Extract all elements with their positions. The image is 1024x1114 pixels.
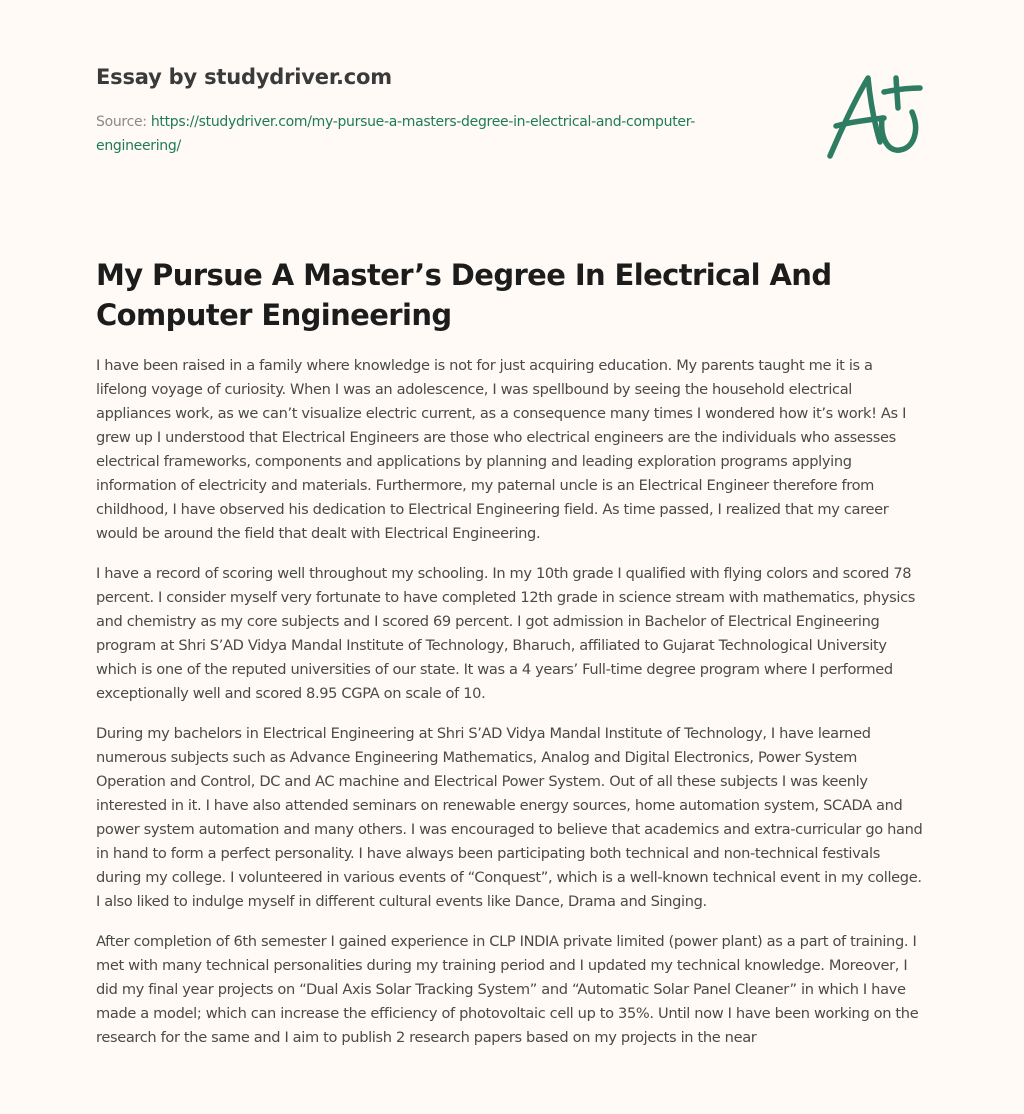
page-header [96,62,756,158]
article-paragraph: I have a record of scoring well throughout my schooling. In my 10th grade I qualified with flying colors and scored 78 percent. I consider myself very fortunate to have completed 12th grade in science stream with mathematics, physics and chemistry as my core subjects and I scored 69 percent. I got admission in Bachelor of Electrical Engineering program at Shri S’AD Vidya Mandal Institute of Technology, Bharuch, affiliated to Gujarat Technological University which is one of the reputed universities of our state. It was a 4 years’ Full-time degree program where I performed exceptionally well and scored 8.95 CGPA on scale of 10. [96,565,916,702]
article-paragraph: I have been raised in a family where knowledge is not for just acquiring education. My parents taught me it is a lifelong voyage of curiosity. When I was an adolescence, I was spellbound by seeing the household electrical appliances work, as we can’t visualize electric current, as a consequence many times I wondered how it’s work! As I grew up I understood that Electrical Engineers are those who electrical engineers are the individuals who assesses electrical frameworks, components and applications by planning and leading exploration programs applying information of electricity and materials. Furthermore, my paternal uncle is an Electrical Engineer therefore from childhood, I have observed his dedication to Electrical Engineering field. As time passed, I realized that my career would be around the field that dealt with Electrical Engineering. [96,357,907,542]
article-title: My Pursue A Master’s Degree In Electrical And Computer Engineering [96,258,832,332]
source-link[interactable]: https://studydriver.com/my-pursue-a-masters-degree-in-electrical-and-computer-engineering/ [96,114,696,154]
source-label: Source: [96,114,147,130]
article-paragraph: During my bachelors in Electrical Engineering at Shri S’AD Vidya Mandal Institute of Technology, I have learned numerous subjects such as Advance Engineering Mathematics, Analog and Digital Electronics, Power System Operation and Control, DC and AC machine and Electrical Power System. Out of all these subjects I was keenly interested in it. I have also attended seminars on renewable energy sources, home automation system, SCADA and power system automation and many others. I was encouraged to believe that academics and extra-curricular go hand in hand to form a perfect personality. I have always been participating both technical and non-technical festivals during my college. I volunteered in various events of “Conquest”, which is a well-known technical event in my college. I also liked to indulge myself in different cultural events like Dance, Drama and Singing. [96,725,923,910]
source-line [96,110,756,158]
article-paragraph: After completion of 6th semester I gained experience in CLP INDIA private limited (power plant) as a part of training. I met with many technical personalities during my training period and I updated my technical knowledge. Moreover, I did my final year projects on “Dual Axis Solar Tracking System” and “Automatic Solar Panel Cleaner” in which I have made a model; which can increase the efficiency of photovoltaic cell up to 35%. Until now I have been working on the research for the same and I aim to publish 2 research papers based on my projects in the near [96,933,919,1046]
article-body [96,354,926,1066]
site-title: Essay by studydriver.com [96,65,392,89]
a-plus-grade-icon [822,68,928,164]
